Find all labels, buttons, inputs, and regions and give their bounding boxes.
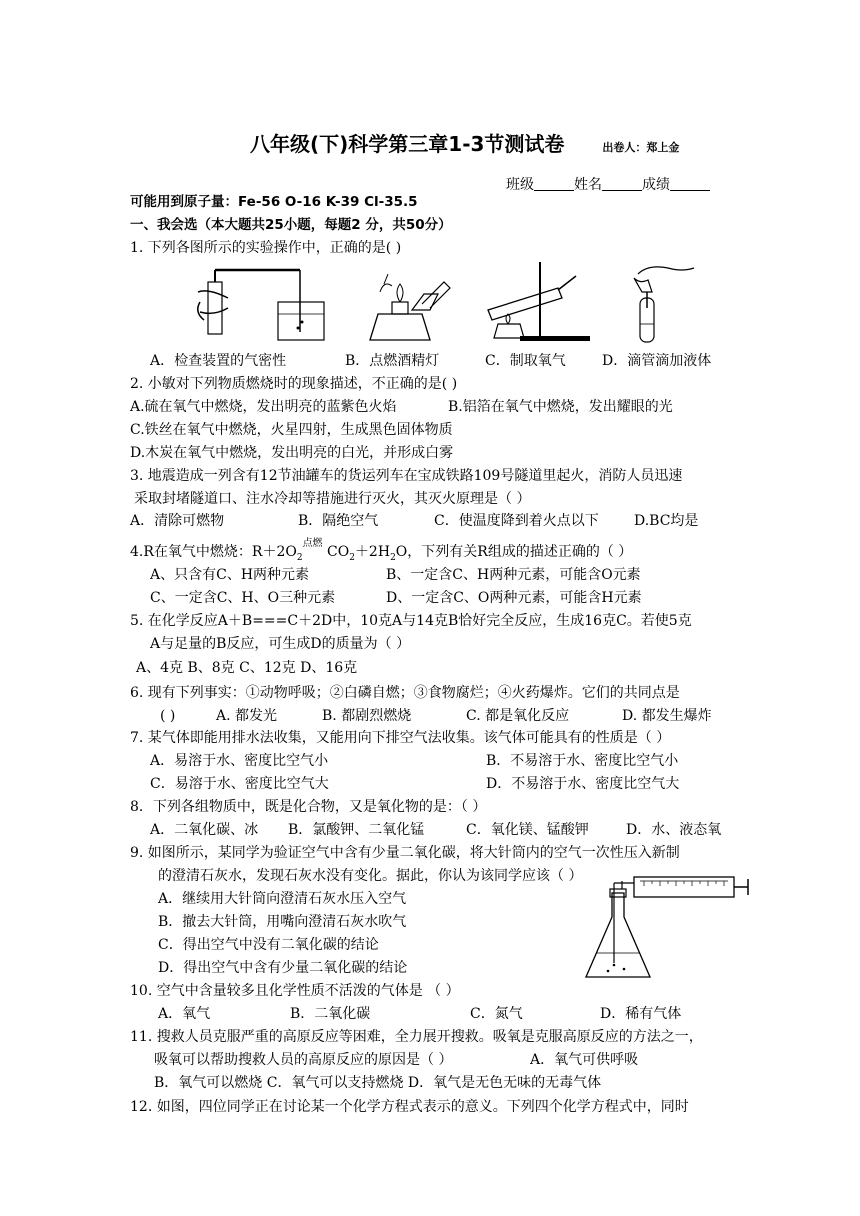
q4-sub-3: 2 (390, 552, 396, 563)
q11-options-bcd: B．氧气可以燃烧 C．氧气可以支持燃烧 D．氧气是无色无味的无毒气体 (154, 1075, 602, 1091)
q4-sub-1: 2 (296, 552, 303, 563)
q2-option-d: D.木炭在氧气中燃烧，发出明亮的白光，并形成白雾 (130, 445, 454, 461)
q4-stem-d: O，下列有关R组成的描述正确的（ ） (395, 544, 633, 560)
q9-stem-2: 的澄清石灰水，发现石灰水没有变化。据此，你认为该同学应该（ ） (158, 868, 583, 884)
q7-stem: 7. 某气体即能用排水法收集，又能用向下排空气法收集。该气体可能具有的性质是（ ） (130, 730, 671, 746)
name-blank[interactable] (602, 176, 642, 191)
class-blank[interactable] (534, 176, 574, 191)
q8-option-c: C．氧化镁、锰酸钾 (466, 822, 589, 838)
q9-option-b: B．撤去大针筒，用嘴向澄清石灰水吹气 (158, 914, 407, 930)
q6-option-b: B. 都剧烈燃烧 (322, 708, 412, 724)
q8-option-a: A．二氧化碳、冰 (150, 822, 259, 838)
q1-option-b: B．点燃酒精灯 (345, 353, 440, 369)
q1-option-a: A．检查装置的气密性 (150, 353, 287, 369)
q10-stem: 10. 空气中含量较多且化学性质不活泼的气体是 （ ） (130, 983, 460, 999)
q9-stem-1: 9. 如图所示，某同学为验证空气中含有少量二氧化碳，将大针筒内的空气一次性压入新制 (130, 845, 680, 861)
oxygen-setup-figure (480, 262, 610, 344)
score-blank[interactable] (670, 176, 710, 191)
class-label: 班级 (506, 177, 534, 193)
q2-stem: 2. 小敏对下列物质燃烧时的现象描述，不正确的是( ) (130, 376, 458, 392)
score-label: 成绩 (642, 177, 670, 193)
q4-stem-a: 4.R在氧气中燃烧：R＋2O (130, 544, 297, 560)
syringe-flask-figure (568, 875, 750, 983)
q4-option-c: C、一定含C、H、O三种元素 (150, 590, 336, 606)
q2-option-b: B.铝箔在氧气中燃烧，发出耀眼的光 (448, 399, 673, 415)
q5-stem-2: A与足量的B反应，可生成D的质量为（ ） (150, 636, 411, 652)
q10-option-a: A．氧气 (158, 1006, 211, 1022)
q4-option-d: D、一定含C、O两种元素，可能含H元素 (386, 590, 642, 606)
airtight-check-figure (190, 262, 340, 344)
q4-stem-c: ＋2H (354, 544, 391, 560)
q3-stem-2: 采取封堵隧道口、注水冷却等措施进行灭火，其灭火原理是（ ） (134, 491, 531, 507)
q8-stem: 8．下列各组物质中，既是化合物，又是氧化物的是：（ ） (130, 799, 487, 815)
q3-option-c: C．使温度降到着火点以下 (434, 513, 599, 529)
q10-option-c: C．氮气 (470, 1006, 523, 1022)
q8-option-d: D．水、液态氧 (626, 822, 722, 838)
q1-option-d: D．滴管滴加液体 (602, 353, 712, 369)
q4-sub-2: 2 (349, 552, 355, 563)
exam-title (250, 128, 690, 157)
q1-stem: 1. 下列各图所示的实验操作中，正确的是( ) (130, 240, 402, 256)
title-text: 八年级(下)科学第三章1-3节测试卷 (250, 132, 565, 156)
name-label: 姓名 (574, 177, 602, 193)
q11-stem-2: 吸氧可以帮助搜救人员的高原反应的原因是（ ） (154, 1052, 453, 1068)
q8-option-b: B．氯酸钾、二氧化锰 (288, 822, 425, 838)
q3-option-d: D.BC均是 (634, 513, 699, 529)
section-heading: 一、我会选（本大题共25小题，每题2 分，共50分） (130, 217, 452, 233)
q10-option-d: D．稀有气体 (600, 1006, 682, 1022)
dropper-figure (628, 262, 698, 344)
q6-paren: ( ) (160, 708, 176, 724)
q9-option-a: A．继续用大针筒向澄清石灰水压入空气 (158, 891, 407, 907)
q7-option-b: B．不易溶于水、密度比空气小 (486, 753, 679, 769)
q3-option-a: A．清除可燃物 (130, 513, 225, 529)
q1-figures (130, 262, 730, 344)
author-text: 出卷人：郑上金 (602, 141, 680, 154)
q5-stem-1: 5. 在化学反应A＋B===C＋2D中，10克A与14克B恰好完全反应，生成16克C。若使5克 (130, 613, 692, 629)
q7-option-d: D．不易溶于水、密度比空气大 (486, 776, 680, 792)
q11-stem-1: 11. 搜救人员克服严重的高原反应等困难，全力展开搜救。吸氧是克服高原反应的方法之一， (130, 1029, 703, 1045)
alcohol-lamp-figure (350, 262, 460, 344)
q2-option-a: A.硫在氧气中燃烧，发出明亮的蓝紫色火焰 (130, 399, 397, 415)
q3-stem-1: 3. 地震造成一列含有12节油罐车的货运列车在宝成铁路109号隧道里起火，消防人员迅速 (130, 468, 683, 484)
q3-option-b: B．隔绝空气 (298, 513, 379, 529)
q1-option-c: C．制取氧气 (485, 353, 566, 369)
q7-option-a: A．易溶于水、密度比空气小 (150, 753, 329, 769)
q2-option-c: C.铁丝在氧气中燃烧，火星四射，生成黑色固体物质 (130, 422, 453, 438)
q11-option-a: A．氧气可供呼吸 (530, 1052, 639, 1068)
q4-stem-b: CO (322, 544, 350, 560)
q4-condition: 点燃 (302, 538, 323, 549)
q4-option-a: A、只含有C、H两种元素 (150, 567, 310, 583)
q5-options: A、4克 B、8克 C、12克 D、16克 (136, 660, 358, 676)
q6-stem-1: 6. 现有下列事实：①动物呼吸；②白磷自燃；③食物腐烂；④火药爆炸。它们的共同点是 (130, 685, 680, 701)
q12-stem: 12. 如图，四位同学正在讨论某一个化学方程式表示的意义。下列四个化学方程式中，同时 (130, 1099, 689, 1115)
student-info-line (506, 174, 710, 194)
q6-option-d: D. 都发生爆炸 (622, 708, 712, 724)
q10-option-b: B．二氧化碳 (290, 1006, 371, 1022)
q4-option-b: B、一定含C、H两种元素，可能含O元素 (386, 567, 641, 583)
q9-option-c: C．得出空气中没有二氧化碳的结论 (158, 937, 379, 953)
q7-option-c: C．易溶于水、密度比空气大 (150, 776, 329, 792)
q6-option-c: C. 都是氧化反应 (466, 708, 570, 724)
atomic-masses: 可能用到原子量：Fe-56 O-16 K-39 Cl-35.5 (130, 194, 418, 210)
q9-option-d: D．得出空气中含有少量二氧化碳的结论 (158, 960, 408, 976)
q6-option-a: A. 都发光 (216, 708, 278, 724)
